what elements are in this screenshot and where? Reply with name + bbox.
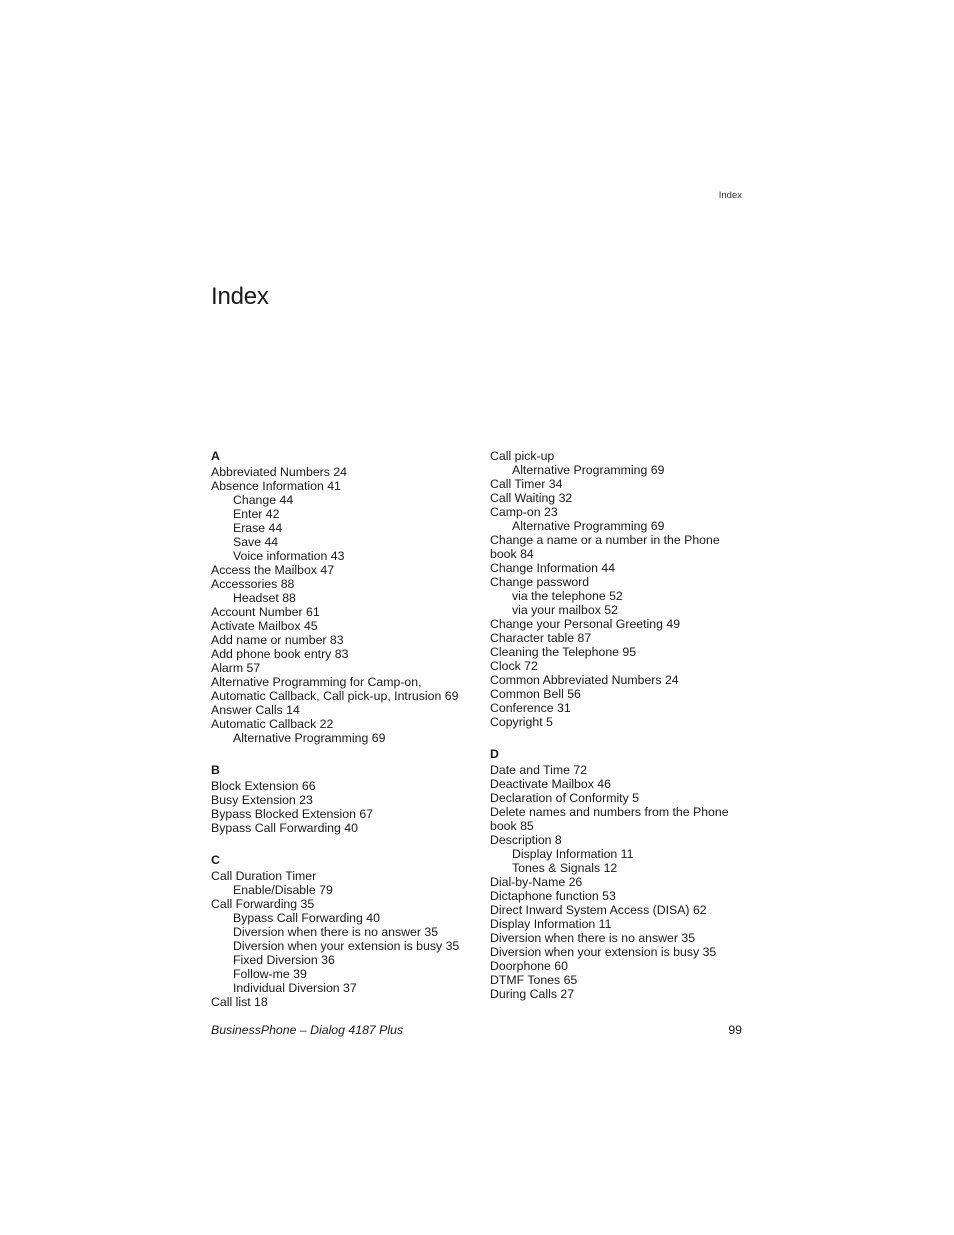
index-entry: Cleaning the Telephone 95 bbox=[490, 645, 637, 659]
index-entry: Access the Mailbox 47 bbox=[211, 563, 335, 577]
index-entry: Change your Personal Greeting 49 bbox=[490, 617, 681, 631]
index-entry: Character table 87 bbox=[490, 631, 592, 645]
index-entry: Call Forwarding 35 bbox=[211, 897, 315, 911]
index-entry: Delete names and numbers from the Phone bbox=[490, 805, 729, 819]
page-title: Index bbox=[211, 283, 269, 310]
index-entry: During Calls 27 bbox=[490, 987, 575, 1001]
index-subentry: Headset 88 bbox=[233, 591, 296, 605]
index-entry: Doorphone 60 bbox=[490, 959, 568, 973]
section-letter: A bbox=[211, 449, 220, 463]
index-entry: Accessories 88 bbox=[211, 577, 295, 591]
index-section bbox=[490, 747, 742, 1001]
index-entry: Deactivate Mailbox 46 bbox=[490, 777, 611, 791]
index-entry: Automatic Callback 22 bbox=[211, 717, 334, 731]
index-entry: Bypass Call Forwarding 40 bbox=[211, 821, 358, 835]
index-entry: Automatic Callback, Call pick-up, Intrusion 69 bbox=[211, 689, 459, 703]
index-entry: Change a name or a number in the Phone bbox=[490, 533, 720, 547]
index-subentry: Bypass Call Forwarding 40 bbox=[233, 911, 380, 925]
index-subentry: Fixed Diversion 36 bbox=[233, 953, 335, 967]
index-entry: Alarm 57 bbox=[211, 661, 261, 675]
index-entry: Call pick-up bbox=[490, 449, 555, 463]
section-letter: C bbox=[211, 853, 220, 867]
index-entry: Activate Mailbox 45 bbox=[211, 619, 318, 633]
section-letter: B bbox=[211, 763, 220, 777]
index-subentry: Voice information 43 bbox=[233, 549, 345, 563]
index-subentry: Diversion when there is no answer 35 bbox=[233, 925, 439, 939]
section-letter: D bbox=[490, 747, 499, 761]
index-entry: Account Number 61 bbox=[211, 605, 320, 619]
index-subentry: Erase 44 bbox=[233, 521, 283, 535]
index-column-right bbox=[490, 449, 742, 1019]
index-subentry: Save 44 bbox=[233, 535, 279, 549]
index-entry: Common Abbreviated Numbers 24 bbox=[490, 673, 679, 687]
index-section bbox=[211, 853, 476, 1009]
running-header: Index bbox=[718, 190, 742, 201]
index-entry: Description 8 bbox=[490, 833, 562, 847]
index-entry: Alternative Programming for Camp-on, bbox=[211, 675, 422, 689]
index-entry: Common Bell 56 bbox=[490, 687, 581, 701]
index-entry: Answer Calls 14 bbox=[211, 703, 300, 717]
index-column-left bbox=[211, 449, 476, 1027]
index-entry: Copyright 5 bbox=[490, 715, 553, 729]
index-subentry: Enable/Disable 79 bbox=[233, 883, 333, 897]
index-subentry: Enter 42 bbox=[233, 507, 280, 521]
index-entry: Change password bbox=[490, 575, 590, 589]
index-entry: book 85 bbox=[490, 819, 534, 833]
index-entry: Direct Inward System Access (DISA) 62 bbox=[490, 903, 707, 917]
footer-product-name: BusinessPhone – Dialog 4187 Plus bbox=[211, 1023, 404, 1037]
index-entry: Change Information 44 bbox=[490, 561, 616, 575]
index-subentry: Tones & Signals 12 bbox=[512, 861, 618, 875]
index-entry: Add name or number 83 bbox=[211, 633, 344, 647]
index-entry: Block Extension 66 bbox=[211, 779, 316, 793]
index-entry: Display Information 11 bbox=[490, 917, 612, 931]
index-subentry: Alternative Programming 69 bbox=[512, 519, 665, 533]
index-entry: Clock 72 bbox=[490, 659, 538, 673]
index-entry: Conference 31 bbox=[490, 701, 571, 715]
index-entry: Diversion when your extension is busy 35 bbox=[490, 945, 717, 959]
index-entry: Date and Time 72 bbox=[490, 763, 588, 777]
index-entry: Call list 18 bbox=[211, 995, 268, 1009]
index-entry: book 84 bbox=[490, 547, 534, 561]
index-entry: Declaration of Conformity 5 bbox=[490, 791, 639, 805]
index-entry: Busy Extension 23 bbox=[211, 793, 313, 807]
index-entry: Call Waiting 32 bbox=[490, 491, 573, 505]
index-subentry: via your mailbox 52 bbox=[512, 603, 618, 617]
index-section bbox=[490, 449, 742, 729]
index-entry: Abbreviated Numbers 24 bbox=[211, 465, 348, 479]
index-entry: Call Timer 34 bbox=[490, 477, 563, 491]
index-subentry: via the telephone 52 bbox=[512, 589, 623, 603]
index-section bbox=[211, 449, 476, 745]
index-subentry: Alternative Programming 69 bbox=[512, 463, 665, 477]
index-subentry: Alternative Programming 69 bbox=[233, 731, 386, 745]
index-subentry: Change 44 bbox=[233, 493, 294, 507]
index-entry: Diversion when there is no answer 35 bbox=[490, 931, 696, 945]
index-entry: Absence Information 41 bbox=[211, 479, 341, 493]
index-subentry: Individual Diversion 37 bbox=[233, 981, 357, 995]
footer-page-number: 99 bbox=[728, 1023, 742, 1037]
index-entry: Add phone book entry 83 bbox=[211, 647, 349, 661]
index-entry: Dial-by-Name 26 bbox=[490, 875, 583, 889]
index-subentry: Display Information 11 bbox=[512, 847, 634, 861]
index-entry: Dictaphone function 53 bbox=[490, 889, 616, 903]
index-entry: Camp-on 23 bbox=[490, 505, 558, 519]
index-entry: Bypass Blocked Extension 67 bbox=[211, 807, 374, 821]
index-section bbox=[211, 763, 476, 835]
index-subentry: Follow-me 39 bbox=[233, 967, 307, 981]
index-entry: Call Duration Timer bbox=[211, 869, 317, 883]
index-entry: DTMF Tones 65 bbox=[490, 973, 578, 987]
index-subentry: Diversion when your extension is busy 35 bbox=[233, 939, 460, 953]
